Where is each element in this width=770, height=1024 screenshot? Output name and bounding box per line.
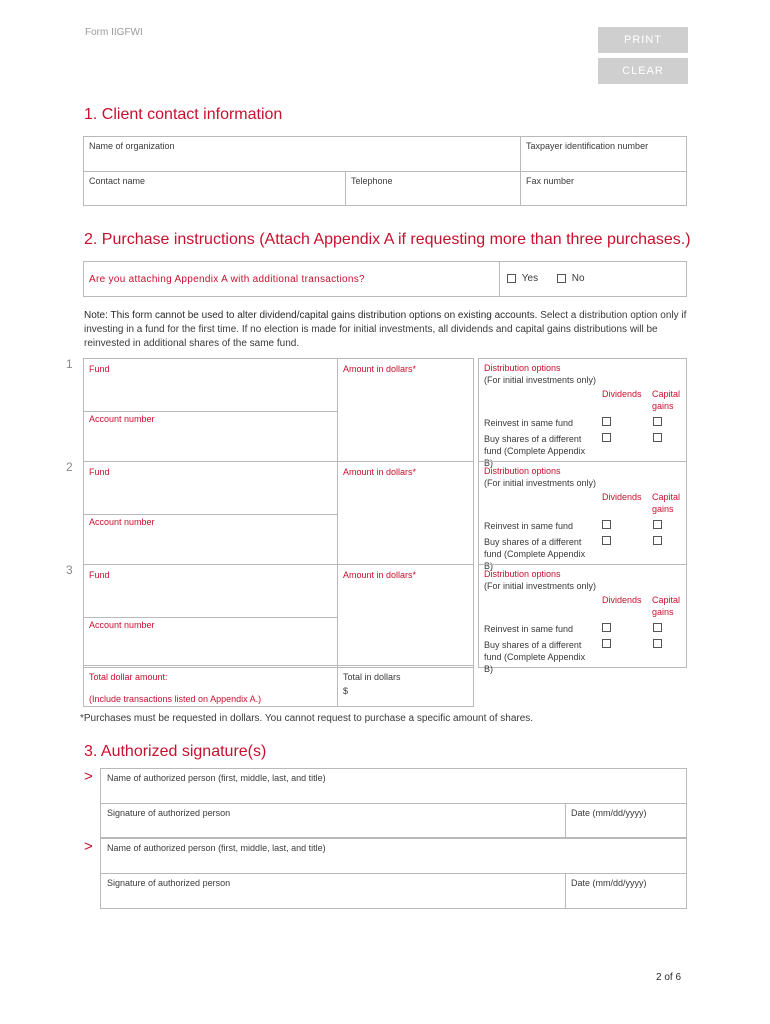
reinvest-dividends-checkbox[interactable] <box>602 417 611 426</box>
section2-title-text: 2. Purchase instructions <box>84 231 255 248</box>
page-number: 2 of 6 <box>656 972 682 983</box>
section3-title: 3. Authorized signature(s) <box>84 743 267 760</box>
reinvest-dividends-checkbox[interactable] <box>602 623 611 632</box>
buy-capital-checkbox[interactable] <box>653 433 662 442</box>
buy-label: Buy shares of a different fund (Complete Appendix B) <box>484 434 586 468</box>
signer2-table <box>100 838 687 909</box>
purchase-number: 3 <box>66 563 73 577</box>
fund-field[interactable]: Fund <box>89 364 110 374</box>
account-number-field[interactable]: Account number <box>89 620 155 630</box>
no-option[interactable] <box>557 273 585 284</box>
fax-field[interactable]: Fax number <box>526 176 575 186</box>
reinvest-label: Reinvest in same fund <box>484 418 574 428</box>
purchase-block <box>66 563 687 674</box>
purchase-left <box>83 358 474 462</box>
section2-title <box>84 231 691 249</box>
buy-capital-checkbox[interactable] <box>653 639 662 648</box>
dist-title: Distribution options <box>484 569 561 579</box>
signer2-signature-field[interactable]: Signature of authorized person <box>107 878 231 888</box>
amount-field[interactable]: Amount in dollars* <box>343 364 417 374</box>
clear-button[interactable]: CLEAR <box>598 58 688 84</box>
total-note: (Include transactions listed on Appendix A.) <box>89 694 262 704</box>
distribution-options <box>478 564 687 674</box>
purchase-number: 1 <box>66 357 73 371</box>
account-number-field[interactable]: Account number <box>89 517 155 527</box>
purchase-block <box>66 460 687 571</box>
signer1-table <box>100 768 687 838</box>
signer2-date-field[interactable]: Date (mm/dd/yyyy) <box>571 878 647 888</box>
note-bold: Note: This form cannot be used to alter dividend/capital gains distribution options on existing accounts. <box>84 310 538 321</box>
reinvest-capital-checkbox[interactable] <box>653 520 662 529</box>
col-dividends: Dividends <box>602 492 642 502</box>
signer1-chevron-icon: > <box>84 768 93 785</box>
amount-field[interactable]: Amount in dollars* <box>343 467 417 477</box>
section1-title: 1. Client contact information <box>84 106 283 123</box>
appendix-question: Are you attaching Appendix A with additional transactions? <box>89 274 365 285</box>
no-checkbox[interactable] <box>557 274 566 283</box>
total-in-dollars-label: Total in dollars <box>343 672 401 682</box>
yes-checkbox[interactable] <box>507 274 516 283</box>
total-label: Total dollar amount: <box>89 672 168 682</box>
dist-title: Distribution options <box>484 363 561 373</box>
col-capital-gains: Capital gains <box>652 492 681 514</box>
signer1-name-field[interactable]: Name of authorized person (first, middle, last, and title) <box>107 773 326 783</box>
dist-title: Distribution options <box>484 466 561 476</box>
reinvest-dividends-checkbox[interactable] <box>602 520 611 529</box>
telephone-field[interactable]: Telephone <box>351 176 393 186</box>
yes-option[interactable] <box>507 273 538 284</box>
distribution-note <box>84 309 688 351</box>
client-contact-table <box>83 136 687 206</box>
signer1-signature-field[interactable]: Signature of authorized person <box>107 808 231 818</box>
appendix-question-row <box>83 261 687 297</box>
purchase-left <box>83 564 474 668</box>
account-number-field[interactable]: Account number <box>89 414 155 424</box>
reinvest-label: Reinvest in same fund <box>484 624 574 634</box>
reinvest-label: Reinvest in same fund <box>484 521 574 531</box>
buy-dividends-checkbox[interactable] <box>602 433 611 442</box>
note-rest: Select a distribution option only if investing in a fund for the first time. If no election is made for initial investments, all dividends and capital gains distributions will be reinvested in additional shares of the same fund. <box>84 310 687 349</box>
footnote: *Purchases must be requested in dollars. You cannot request to purchase a specific amount of shares. <box>80 713 534 724</box>
buy-label: Buy shares of a different fund (Complete Appendix B) <box>484 537 586 571</box>
org-name-field[interactable]: Name of organization <box>89 141 175 151</box>
fund-field[interactable]: Fund <box>89 467 110 477</box>
col-capital-gains: Capital gains <box>652 595 681 617</box>
buy-dividends-checkbox[interactable] <box>602 536 611 545</box>
distribution-options <box>478 358 687 468</box>
distribution-options <box>478 461 687 571</box>
dist-subtitle: (For initial investments only) <box>484 375 597 385</box>
dist-subtitle: (For initial investments only) <box>484 478 597 488</box>
reinvest-capital-checkbox[interactable] <box>653 417 662 426</box>
signer1-date-field[interactable]: Date (mm/dd/yyyy) <box>571 808 647 818</box>
contact-name-field[interactable]: Contact name <box>89 176 146 186</box>
col-dividends: Dividends <box>602 389 642 399</box>
buy-dividends-checkbox[interactable] <box>602 639 611 648</box>
purchase-block <box>66 357 687 468</box>
signer2-name-field[interactable]: Name of authorized person (first, middle, last, and title) <box>107 843 326 853</box>
form-id: Form IIGFWI <box>85 27 143 38</box>
yes-label: Yes <box>521 273 539 284</box>
purchases-table <box>66 357 687 674</box>
col-capital-gains: Capital gains <box>652 389 681 411</box>
amount-field[interactable]: Amount in dollars* <box>343 570 417 580</box>
print-button[interactable]: PRINT <box>598 27 688 53</box>
col-dividends: Dividends <box>602 595 642 605</box>
purchase-left <box>83 461 474 565</box>
buy-label: Buy shares of a different fund (Complete Appendix B) <box>484 640 586 674</box>
total-row <box>83 665 474 707</box>
signer2-chevron-icon: > <box>84 838 93 855</box>
no-label: No <box>571 273 585 284</box>
buy-capital-checkbox[interactable] <box>653 536 662 545</box>
dist-subtitle: (For initial investments only) <box>484 581 597 591</box>
fund-field[interactable]: Fund <box>89 570 110 580</box>
tin-field[interactable]: Taxpayer identification number <box>526 141 649 151</box>
purchase-number: 2 <box>66 460 73 474</box>
total-amount-field[interactable]: $ <box>343 686 349 696</box>
reinvest-capital-checkbox[interactable] <box>653 623 662 632</box>
section2-title-note: (Attach Appendix A if requesting more than three purchases.) <box>259 231 691 248</box>
